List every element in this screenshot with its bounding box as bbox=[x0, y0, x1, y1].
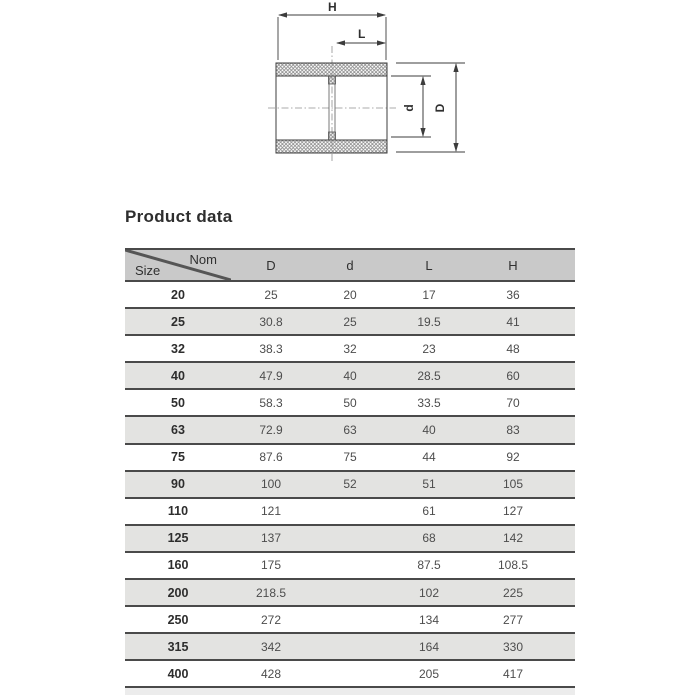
size-cell: 40 bbox=[171, 368, 185, 383]
value-cell-d: 20 bbox=[343, 287, 357, 302]
value-cell-D: 100 bbox=[260, 477, 282, 492]
value-cell-H: 225 bbox=[502, 585, 524, 600]
dim-label-d: d bbox=[402, 104, 416, 112]
value-cell-D: 428 bbox=[260, 666, 282, 681]
size-cell: 20 bbox=[171, 287, 185, 302]
table-row bbox=[125, 499, 575, 526]
value-cell-H: 330 bbox=[502, 639, 524, 654]
value-cell-D: 58.3 bbox=[259, 395, 283, 410]
table-row bbox=[125, 607, 575, 634]
value-cell-d: 52 bbox=[343, 477, 357, 492]
value-cell-L: 28.5 bbox=[417, 368, 441, 383]
coupling-section-drawing bbox=[250, 0, 480, 185]
value-cell-L: 51 bbox=[422, 477, 436, 492]
value-cell-H: 105 bbox=[502, 477, 524, 492]
value-cell-L: 164 bbox=[418, 639, 440, 654]
value-cell-D: 121 bbox=[260, 504, 282, 519]
table-row bbox=[125, 309, 575, 336]
value-cell-H: 83 bbox=[506, 423, 520, 438]
rib-top-nub bbox=[329, 76, 336, 84]
value-cell-D: 342 bbox=[260, 639, 282, 654]
table-row bbox=[125, 634, 575, 661]
corner-cell bbox=[125, 250, 231, 280]
value-cell-D: 175 bbox=[260, 558, 282, 573]
coupling-top-wall bbox=[276, 63, 387, 76]
table-body bbox=[125, 282, 575, 688]
table-row bbox=[125, 363, 575, 390]
value-cell-H: 277 bbox=[502, 612, 524, 627]
size-cell: 160 bbox=[167, 558, 189, 573]
value-cell-L: 102 bbox=[418, 585, 440, 600]
section-title: Product data bbox=[125, 207, 233, 226]
value-cell-L: 68 bbox=[422, 531, 436, 546]
value-cell-H: 142 bbox=[502, 531, 524, 546]
value-cell-D: 47.9 bbox=[259, 368, 283, 383]
table-row bbox=[125, 553, 575, 580]
table-row bbox=[125, 580, 575, 607]
value-cell-L: 23 bbox=[422, 341, 436, 356]
rib-bottom-nub bbox=[329, 132, 336, 140]
value-cell-L: 33.5 bbox=[417, 395, 441, 410]
coupling-bottom-wall bbox=[276, 140, 387, 153]
table-row bbox=[125, 472, 575, 499]
dim-label-H: H bbox=[328, 0, 337, 14]
value-cell-D: 38.3 bbox=[259, 341, 283, 356]
size-cell: 32 bbox=[171, 341, 185, 356]
table-row bbox=[125, 661, 575, 688]
value-cell-D: 72.9 bbox=[259, 423, 283, 438]
value-cell-D: 218.5 bbox=[255, 585, 287, 600]
value-cell-L: 205 bbox=[418, 666, 440, 681]
size-cell: 50 bbox=[171, 395, 185, 410]
value-cell-D: 25 bbox=[264, 287, 278, 302]
size-cell: 63 bbox=[171, 423, 185, 438]
value-cell-d: 32 bbox=[343, 341, 357, 356]
table-row bbox=[125, 282, 575, 309]
table-row bbox=[125, 390, 575, 417]
value-cell-D: 30.8 bbox=[259, 314, 283, 329]
table-bottom-strip bbox=[125, 688, 575, 695]
value-cell-D: 272 bbox=[260, 612, 282, 627]
size-cell: 25 bbox=[171, 314, 185, 329]
table-row bbox=[125, 445, 575, 472]
value-cell-L: 134 bbox=[418, 612, 440, 627]
value-cell-H: 70 bbox=[506, 395, 520, 410]
value-cell-L: 40 bbox=[422, 423, 436, 438]
value-cell-d: 75 bbox=[343, 450, 357, 465]
value-cell-d: 25 bbox=[343, 314, 357, 329]
value-cell-H: 36 bbox=[506, 287, 520, 302]
value-cell-H: 92 bbox=[506, 450, 520, 465]
product-data-table bbox=[125, 248, 575, 695]
table-row bbox=[125, 336, 575, 363]
col-header-L: L bbox=[425, 257, 433, 273]
table-row bbox=[125, 526, 575, 553]
dim-label-L: L bbox=[358, 27, 366, 41]
value-cell-H: 48 bbox=[506, 341, 520, 356]
value-cell-d: 50 bbox=[343, 395, 357, 410]
corner-label-size: Size bbox=[135, 263, 161, 278]
value-cell-D: 137 bbox=[260, 531, 282, 546]
size-cell: 125 bbox=[167, 531, 189, 546]
size-cell: 90 bbox=[171, 477, 185, 492]
size-cell: 315 bbox=[167, 639, 189, 654]
value-cell-L: 19.5 bbox=[417, 314, 441, 329]
value-cell-H: 41 bbox=[506, 314, 520, 329]
value-cell-L: 44 bbox=[422, 450, 436, 465]
corner-label-nom: Nom bbox=[189, 252, 217, 267]
value-cell-H: 60 bbox=[506, 368, 520, 383]
value-cell-d: 63 bbox=[343, 423, 357, 438]
table-row bbox=[125, 417, 575, 444]
size-cell: 75 bbox=[171, 450, 185, 465]
table-header-row bbox=[125, 248, 575, 282]
value-cell-H: 127 bbox=[502, 504, 524, 519]
size-cell: 250 bbox=[167, 612, 189, 627]
col-header-H: H bbox=[508, 257, 518, 273]
col-header-d: d bbox=[346, 257, 354, 273]
value-cell-L: 87.5 bbox=[417, 558, 441, 573]
size-cell: 400 bbox=[167, 666, 189, 681]
value-cell-H: 108.5 bbox=[497, 558, 529, 573]
value-cell-d: 40 bbox=[343, 368, 357, 383]
dim-label-D: D bbox=[433, 103, 447, 113]
value-cell-H: 417 bbox=[502, 666, 524, 681]
value-cell-D: 87.6 bbox=[259, 450, 283, 465]
value-cell-L: 61 bbox=[422, 504, 436, 519]
size-cell: 110 bbox=[167, 504, 189, 519]
value-cell-L: 17 bbox=[422, 287, 436, 302]
size-cell: 200 bbox=[167, 585, 189, 600]
col-header-D: D bbox=[266, 257, 276, 273]
